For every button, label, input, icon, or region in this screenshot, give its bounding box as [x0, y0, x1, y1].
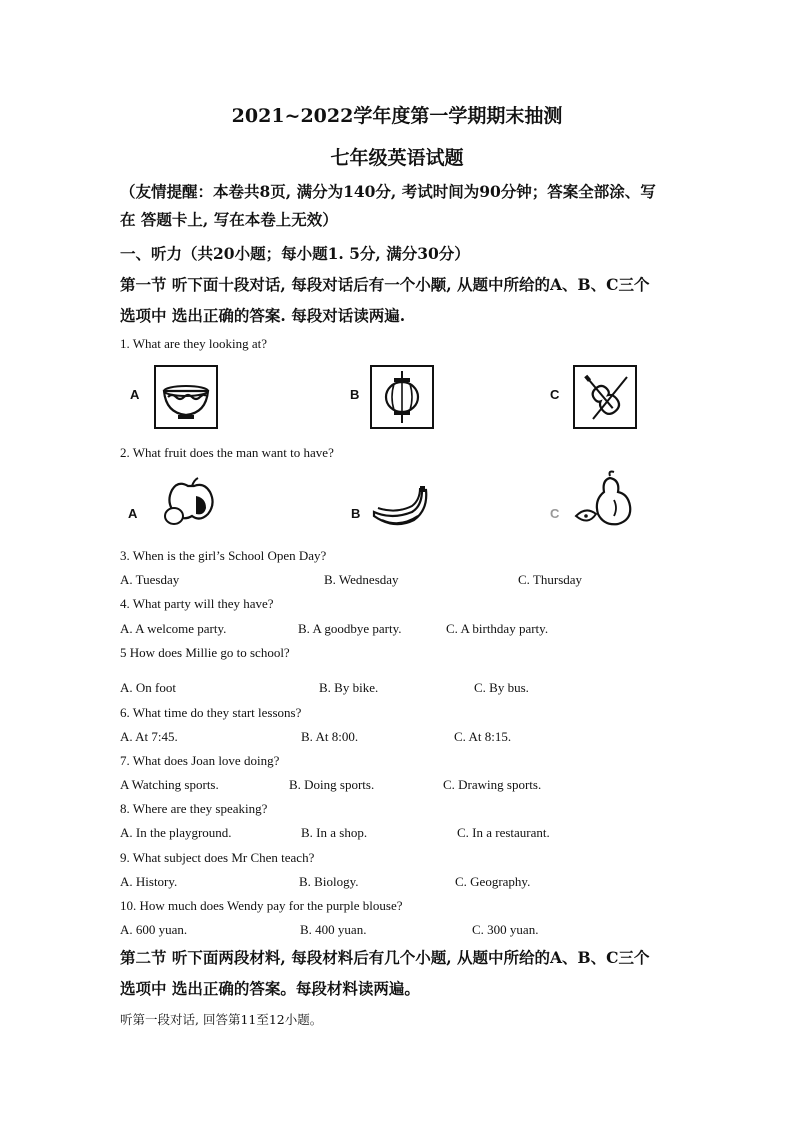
q3-option-b[interactable]: B. Wednesday	[324, 572, 399, 587]
q7-option-a[interactable]: A Watching sports.	[120, 777, 219, 792]
q2-option-a-letter: A	[128, 506, 138, 521]
question-8: 8. Where are they speaking?	[120, 801, 268, 816]
q6-option-a[interactable]: A. At 7:45.	[120, 729, 178, 744]
q3-option-a[interactable]: A. Tuesday	[120, 572, 180, 587]
q10-option-b[interactable]: B. 400 yuan.	[300, 922, 367, 937]
question-5: 5 How does Millie go to school?	[120, 645, 290, 660]
q4-option-b[interactable]: B. A goodbye party.	[298, 621, 402, 636]
part2-instruction-line-1: 第二节 听下面两段材料, 每段材料后有几个小题, 从题中所给的A、B、C三个	[120, 948, 650, 967]
bowl-icon	[154, 365, 218, 429]
question-4: 4. What party will they have?	[120, 596, 274, 611]
part2-dialogue-instruction: 听第一段对话, 回答第11至12小题。	[120, 1012, 323, 1027]
pear-icon	[574, 470, 636, 528]
exam-title: 2021~2022学年度第一学期期末抽测	[231, 105, 563, 127]
q1-option-c-letter: C	[550, 387, 560, 402]
q9-option-c[interactable]: C. Geography.	[455, 874, 531, 889]
q5-option-b[interactable]: B. By bike.	[319, 680, 379, 695]
q6-option-c[interactable]: C. At 8:15.	[454, 729, 512, 744]
q2-option-b-letter: B	[351, 506, 361, 521]
exam-subtitle: 七年级英语试题	[330, 147, 464, 169]
part1-instruction-line-2: 选项中 选出正确的答案. 每段对话读两遍.	[120, 306, 406, 325]
q5-option-c[interactable]: C. By bus.	[474, 680, 529, 695]
q8-option-a[interactable]: A. In the playground.	[120, 825, 232, 840]
lantern-icon	[370, 365, 434, 429]
q9-option-b[interactable]: B. Biology.	[299, 874, 359, 889]
q4-option-c[interactable]: C. A birthday party.	[446, 621, 549, 636]
q6-option-b[interactable]: B. At 8:00.	[301, 729, 359, 744]
question-10: 10. How much does Wendy pay for the purple blouse?	[120, 898, 403, 913]
q5-option-a[interactable]: A. On foot	[120, 680, 176, 695]
q7-option-c[interactable]: C. Drawing sports.	[443, 777, 542, 792]
q1-option-a-letter: A	[130, 387, 140, 402]
violin-icon	[573, 365, 637, 429]
part2-instruction-line-2: 选项中 选出正确的答案。每段材料读两遍。	[120, 979, 420, 998]
q10-option-a[interactable]: A. 600 yuan.	[120, 922, 188, 937]
question-2: 2. What fruit does the man want to have?	[120, 445, 334, 460]
q8-option-c[interactable]: C. In a restaurant.	[457, 825, 550, 840]
q1-option-b-letter: B	[350, 387, 360, 402]
notice-line-2: 在 答题卡上, 写在本卷上无效）	[120, 210, 338, 229]
notice-line-1: （友情提醒：本卷共8页, 满分为140分, 考试时间为90分钟；答案全部涂、写	[120, 182, 656, 201]
question-6: 6. What time do they start lessons?	[120, 705, 302, 720]
question-1: 1. What are they looking at?	[120, 336, 268, 351]
q8-option-b[interactable]: B. In a shop.	[301, 825, 368, 840]
q4-option-a[interactable]: A. A welcome party.	[120, 621, 227, 636]
q10-option-c[interactable]: C. 300 yuan.	[472, 922, 539, 937]
q7-option-b[interactable]: B. Doing sports.	[289, 777, 375, 792]
q9-option-a[interactable]: A. History.	[120, 874, 178, 889]
question-3: 3. When is the girl’s School Open Day?	[120, 548, 327, 563]
banana-icon	[372, 484, 428, 528]
section-heading-listening: 一、听力（共20小题；每小题1. 5分, 满分30分）	[120, 244, 470, 263]
q2-option-c-letter: C	[550, 506, 560, 521]
question-9: 9. What subject does Mr Chen teach?	[120, 850, 315, 865]
q3-option-c[interactable]: C. Thursday	[518, 572, 583, 587]
part1-instruction-line-1: 第一节 听下面十段对话, 每段对话后有一个小颙, 从题中所给的A、B、C三个	[120, 275, 650, 294]
apple-icon	[160, 476, 222, 528]
question-7: 7. What does Joan love doing?	[120, 753, 280, 768]
